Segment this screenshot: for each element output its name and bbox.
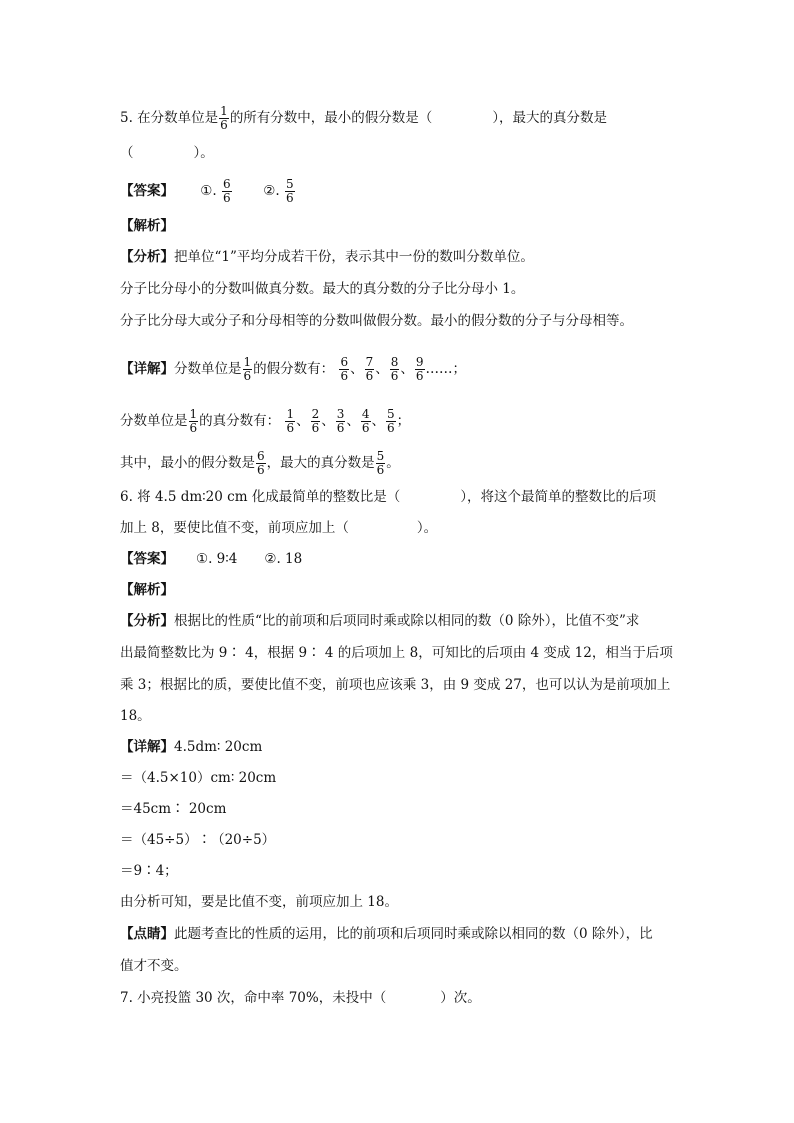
tip-tag: 【点睛】 <box>120 926 174 942</box>
q6-text-d: ）。 <box>416 520 438 536</box>
fraction <box>189 408 199 435</box>
q6-text-b: ），将这个最简单的整数比的后项 <box>460 489 657 505</box>
denominator: 6 <box>365 369 374 383</box>
detail-text: 4.5dm∶ 20cm <box>174 739 263 755</box>
denominator: 6 <box>223 191 231 205</box>
q6-line1 <box>120 487 656 507</box>
numerator: 2 <box>311 407 320 421</box>
numerator: 9 <box>415 355 424 369</box>
numerator: 6 <box>257 449 265 463</box>
q5-line1 <box>120 105 607 132</box>
improper-fraction <box>415 356 425 383</box>
fraction <box>219 105 229 132</box>
q5-answer <box>120 178 296 205</box>
answer-text: ①. 9∶4 ②. 18 <box>196 551 303 567</box>
q6-detail-1 <box>120 737 262 757</box>
fraction <box>243 356 253 383</box>
separator: 、 <box>400 361 414 377</box>
q5-text-d: （ <box>120 145 134 161</box>
numerator: 5 <box>387 407 395 421</box>
fraction <box>285 178 295 205</box>
numerator: 3 <box>336 407 345 421</box>
q6-step-4: ＝（45÷5）∶（20÷5） <box>120 832 276 848</box>
q5-text-a: 5. 在分数单位是 <box>120 110 219 126</box>
numerator: 7 <box>365 355 374 369</box>
q6-step-3: ＝45cm∶ 20cm <box>120 801 227 817</box>
proper-fraction <box>285 408 295 435</box>
denominator: 6 <box>415 369 424 383</box>
answer-tag: 【答案】 <box>120 183 174 199</box>
q5-analysis-tag: 【解析】 <box>120 218 174 234</box>
denominator: 6 <box>189 421 198 435</box>
separator: 、 <box>346 413 360 429</box>
q6-analysis-tag: 【解析】 <box>120 582 174 598</box>
numerator: 5 <box>285 177 294 191</box>
denominator: 6 <box>243 369 252 383</box>
proper-fraction <box>386 408 396 435</box>
q5-text-e: ）。 <box>193 145 214 161</box>
q5-fenxi-3: 分子比分母大或分子和分母相等的分数叫做假分数。最小的假分数的分子与分母相等。 <box>120 313 633 329</box>
denominator: 6 <box>286 421 295 435</box>
detail-text: 其中，最小的假分数是 <box>120 455 255 471</box>
numerator: 5 <box>376 449 385 463</box>
denominator: 6 <box>387 421 395 435</box>
proper-fraction <box>336 408 346 435</box>
separator: 、 <box>350 361 364 377</box>
denominator: 6 <box>336 421 345 435</box>
fraction <box>222 178 232 205</box>
detail-text: 分数单位是 <box>120 413 188 429</box>
q5-line2 <box>120 143 214 163</box>
q5-fenxi-1 <box>120 247 534 267</box>
fenxi-tag: 【分析】 <box>120 613 174 629</box>
denominator: 6 <box>285 191 294 205</box>
denominator: 6 <box>390 369 399 383</box>
q6-tip-2: 值才不变。 <box>120 958 188 974</box>
answer-label-2: ②. <box>263 183 280 199</box>
q6-tip-1 <box>120 924 653 944</box>
q6-line2 <box>120 518 437 538</box>
proper-fraction <box>311 408 321 435</box>
q5-fenxi-2: 分子比分母小的分数叫做真分数。最大的真分数的分子比分母小 1。 <box>120 281 525 297</box>
improper-fraction <box>365 356 375 383</box>
fraction <box>376 450 386 477</box>
q6-fenxi-1 <box>120 611 639 631</box>
separator: 、 <box>321 413 335 429</box>
q7-text-a: 7. 小亮投篮 30 次，命中率 70%，未投中（ <box>120 990 387 1006</box>
numerator: 1 <box>189 407 198 421</box>
q6-text-a: 6. 将 4.5 dm∶20 cm 化成最简单的整数比是（ <box>120 489 401 505</box>
numerator: 1 <box>286 407 295 421</box>
proper-fraction <box>361 408 371 435</box>
q6-conclusion: 由分析可知，要是比值不变，前项应加上 18。 <box>120 894 398 910</box>
denominator: 6 <box>257 463 265 477</box>
q6-fenxi-3: 乘 3；根据比的质，要使比值不变，前项也应该乘 3，由 9 变成 27，也可以认为是前项加上 <box>120 677 671 693</box>
q5-detail-3 <box>120 450 400 477</box>
numerator: 4 <box>361 407 370 421</box>
ellipsis: ……； <box>425 361 466 377</box>
separator: 、 <box>375 361 389 377</box>
numerator: 6 <box>340 355 349 369</box>
semicolon: ； <box>396 413 411 429</box>
q6-step-2: ＝（4.5×10）cm∶ 20cm <box>120 770 277 786</box>
detail-text: 的假分数有： <box>253 361 335 377</box>
answer-label-1: ①. <box>200 183 217 199</box>
q6-answer <box>120 549 302 569</box>
separator: 、 <box>371 413 385 429</box>
q6-text-c: 加上 8，要使比值不变，前项应加上（ <box>120 520 349 536</box>
denominator: 6 <box>311 421 320 435</box>
separator: 、 <box>296 413 310 429</box>
q5-detail-2 <box>120 408 410 435</box>
fraction <box>256 450 266 477</box>
numerator: 1 <box>220 104 228 118</box>
q7-text-b: ）次。 <box>440 990 481 1006</box>
q5-text-b: 的所有分数中，最小的假分数是（ <box>229 110 433 126</box>
q6-step-5: ＝9∶4； <box>120 863 178 879</box>
detail-text: ，最大的真分数是 <box>266 455 375 471</box>
improper-fraction <box>390 356 400 383</box>
denominator: 6 <box>220 118 228 132</box>
detail-text: 分数单位是 <box>174 361 242 377</box>
q5-text-c: ），最大的真分数是 <box>492 110 608 126</box>
fenxi-text: 根据比的性质“比的前项和后项同时乘或除以相同的数（0 除外），比值不变”求 <box>174 613 640 629</box>
detail-text: 的真分数有： <box>199 413 281 429</box>
fenxi-tag: 【分析】 <box>120 249 174 265</box>
tip-text: 此题考查比的性质的运用，比的前项和后项同时乘或除以相同的数（0 除外），比 <box>174 926 653 942</box>
numerator: 1 <box>243 355 252 369</box>
fenxi-text: 把单位“1”平均分成若干份，表示其中一份的数叫分数单位。 <box>174 249 534 265</box>
detail-tag: 【详解】 <box>120 361 174 377</box>
q7-line <box>120 988 481 1008</box>
q6-fenxi-2: 出最简整数比为 9∶ 4，根据 9∶ 4 的后项加上 8，可知比的后项由 4 变成 12，相当于后项 <box>120 645 673 661</box>
numerator: 6 <box>223 177 231 191</box>
denominator: 6 <box>376 463 385 477</box>
denominator: 6 <box>361 421 370 435</box>
denominator: 6 <box>340 369 349 383</box>
q6-fenxi-4: 18。 <box>120 708 151 724</box>
numerator: 8 <box>390 355 399 369</box>
answer-tag: 【答案】 <box>120 551 174 567</box>
period: 。 <box>386 455 400 471</box>
q5-detail-1 <box>120 356 466 383</box>
improper-fraction <box>339 356 349 383</box>
detail-tag: 【详解】 <box>120 739 174 755</box>
